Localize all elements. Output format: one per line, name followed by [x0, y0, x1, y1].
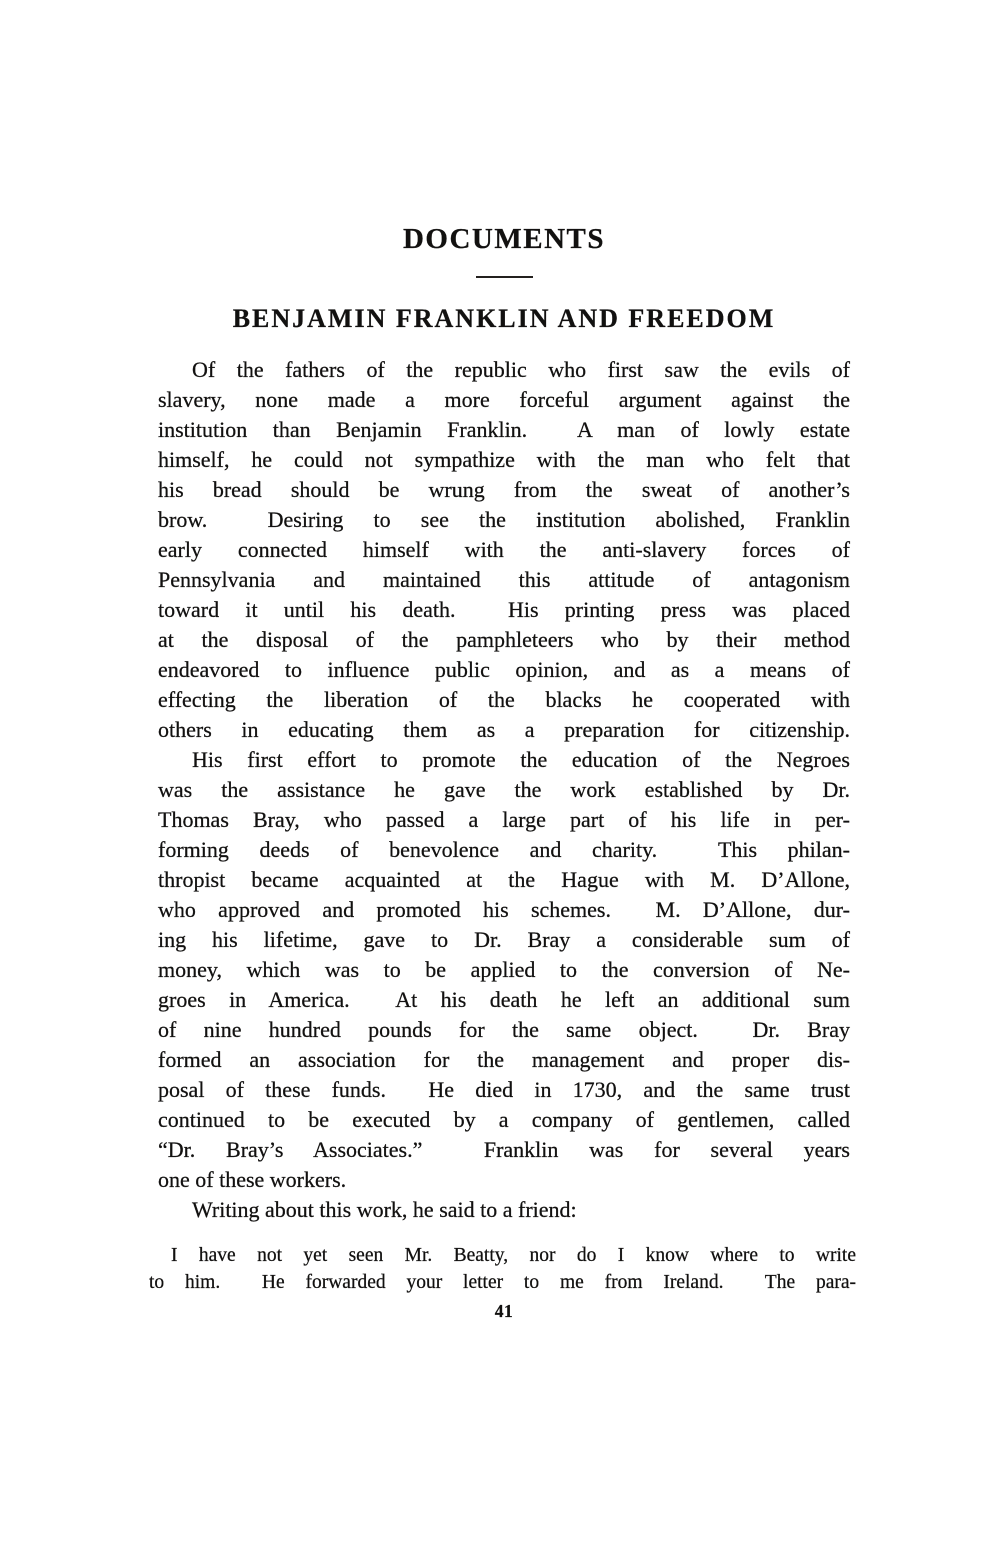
- text-line: toward it until his death. His printing press was placed: [158, 597, 850, 622]
- body-text: [149, 355, 856, 1296]
- text-line: I have not yet seen Mr. Beatty, nor do I know where to write: [171, 1245, 856, 1266]
- block-quote: [149, 1242, 856, 1296]
- page-content: [149, 0, 856, 1323]
- text-line: continued to be executed by a company of gentlemen, called: [158, 1107, 850, 1132]
- text-line: money, which was to be applied to the conversion of Ne-: [158, 957, 850, 982]
- text-line: Of the fathers of the republic who first saw the evils of: [192, 357, 850, 382]
- paragraph-3: [158, 1195, 850, 1225]
- text-line: others in educating them as a preparation for citizenship.: [158, 717, 850, 742]
- text-line: one of these workers.: [158, 1167, 347, 1192]
- text-line: Thomas Bray, who passed a large part of his life in per-: [158, 807, 850, 832]
- text-line: forming deeds of benevolence and charity. This philan-: [158, 837, 850, 862]
- text-line: thropist became acquainted at the Hague with M. D’Allone,: [158, 867, 850, 892]
- text-line: slavery, none made a more forceful argument against the: [158, 387, 850, 412]
- text-line: brow. Desiring to see the institution abolished, Franklin: [158, 507, 850, 532]
- text-line: posal of these funds. He died in 1730, and the same trust: [158, 1077, 850, 1102]
- text-line: at the disposal of the pamphleteers who by their method: [158, 627, 850, 652]
- text-line: who approved and promoted his schemes. M. D’Allone, dur-: [158, 897, 850, 922]
- paragraph-1: [158, 355, 850, 745]
- text-line: himself, he could not sympathize with the man who felt that: [158, 447, 850, 472]
- text-line: institution than Benjamin Franklin. A man of lowly estate: [158, 417, 850, 442]
- section-divider: [476, 276, 533, 278]
- text-line: of nine hundred pounds for the same object. Dr. Bray: [158, 1017, 850, 1042]
- page-number: 41: [494, 1301, 514, 1321]
- text-line: his bread should be wrung from the sweat of another’s: [158, 477, 850, 502]
- text-line: “Dr. Bray’s Associates.” Franklin was for several years: [158, 1137, 850, 1162]
- text-line: effecting the liberation of the blacks he cooperated with: [158, 687, 850, 712]
- text-line: early connected himself with the anti-slavery forces of: [158, 537, 850, 562]
- text-line: Writing about this work, he said to a friend:: [192, 1197, 577, 1222]
- paragraph-2: [158, 745, 850, 1195]
- text-line: formed an association for the management and proper dis-: [158, 1047, 850, 1072]
- text-line: Pennsylvania and maintained this attitude of antagonism: [158, 567, 850, 592]
- article-title: BENJAMIN FRANKLIN AND FREEDOM: [232, 304, 776, 333]
- text-line: His first effort to promote the education of the Negroes: [192, 747, 850, 772]
- text-line: ing his lifetime, gave to Dr. Bray a considerable sum of: [158, 927, 850, 952]
- text-line: was the assistance he gave the work established by Dr.: [158, 777, 850, 802]
- text-line: endeavored to influence public opinion, and as a means of: [158, 657, 850, 682]
- text-line: groes in America. At his death he left an additional sum: [158, 987, 850, 1012]
- kicker-title: DOCUMENTS: [402, 223, 605, 255]
- text-line: to him. He forwarded your letter to me from Ireland. The para-: [149, 1272, 856, 1293]
